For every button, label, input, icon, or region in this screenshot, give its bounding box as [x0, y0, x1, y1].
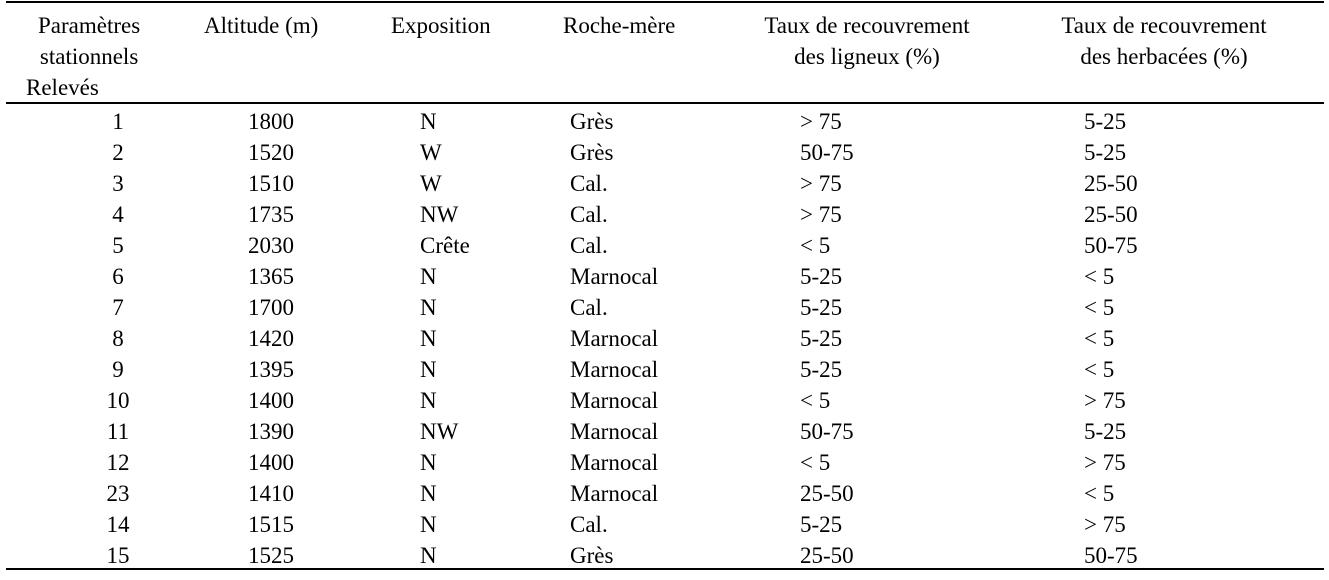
header-parametres-line1: Paramètres: [38, 13, 141, 38]
table-row: [0, 137, 1329, 168]
cell-herbacees: > 75: [1084, 388, 1126, 413]
header-ligneux: [746, 10, 988, 72]
table-row: [0, 106, 1329, 137]
cell-ligneux: 5-25: [800, 295, 843, 320]
header-roche-mere: Roche-mère: [563, 13, 676, 38]
table-row: [0, 385, 1329, 416]
header-herbacees-line2: des herbacées (%): [1080, 44, 1248, 69]
cell-exposition: NW: [420, 202, 459, 227]
cell-roche-mere: Marnocal: [570, 388, 659, 413]
cell-ligneux: < 5: [800, 233, 831, 258]
cell-herbacees: < 5: [1084, 326, 1115, 351]
cell-roche-mere: Marnocal: [570, 481, 659, 506]
cell-ligneux: 50-75: [800, 140, 854, 165]
cell-exposition: N: [420, 388, 437, 413]
cell-altitude: 1410: [248, 481, 294, 506]
table-row: [0, 540, 1329, 571]
cell-exposition: N: [420, 450, 437, 475]
cell-altitude: 1510: [248, 171, 294, 196]
cell-altitude: 1800: [248, 109, 294, 134]
header-exposition: Exposition: [391, 13, 491, 38]
cell-altitude: 1400: [248, 388, 294, 413]
cell-altitude: 1735: [248, 202, 294, 227]
cell-roche-mere: Marnocal: [570, 419, 659, 444]
cell-releve: 3: [112, 171, 124, 196]
cell-exposition: Crête: [420, 233, 470, 258]
cell-herbacees: 5-25: [1084, 140, 1127, 165]
cell-altitude: 1365: [248, 264, 294, 289]
table-row: [0, 292, 1329, 323]
cell-exposition: N: [420, 543, 437, 568]
header-altitude: Altitude (m): [204, 13, 319, 38]
cell-releve: 5: [112, 233, 124, 258]
table-row: [0, 354, 1329, 385]
table-row: [0, 323, 1329, 354]
cell-ligneux: < 5: [800, 450, 831, 475]
cell-exposition: N: [420, 326, 437, 351]
header-herbacees-line1: Taux de recouvrement: [1061, 13, 1267, 38]
table-row: [0, 447, 1329, 478]
cell-roche-mere: Grès: [570, 140, 614, 165]
cell-herbacees: < 5: [1084, 295, 1115, 320]
header-herbacees: [1043, 10, 1285, 72]
cell-roche-mere: Marnocal: [570, 264, 659, 289]
cell-releve: 23: [106, 481, 130, 506]
cell-ligneux: 5-25: [800, 357, 843, 382]
cell-altitude: 1420: [248, 326, 294, 351]
cell-altitude: 1515: [248, 512, 294, 537]
cell-releve: 15: [106, 543, 130, 568]
cell-exposition: N: [420, 109, 437, 134]
cell-releve: 1: [112, 109, 124, 134]
table-row: [0, 416, 1329, 447]
table-top-rule: [6, 1, 1324, 3]
cell-releve: 14: [106, 512, 130, 537]
cell-ligneux: 5-25: [800, 264, 843, 289]
cell-ligneux: < 5: [800, 388, 831, 413]
cell-roche-mere: Cal.: [570, 295, 608, 320]
cell-roche-mere: Marnocal: [570, 326, 659, 351]
cell-releve: 2: [112, 140, 124, 165]
table-row: [0, 230, 1329, 261]
cell-releve: 4: [112, 202, 124, 227]
table-row: [0, 509, 1329, 540]
table-body: [0, 106, 1329, 571]
cell-altitude: 1700: [248, 295, 294, 320]
cell-ligneux: 50-75: [800, 419, 854, 444]
cell-altitude: 1520: [248, 140, 294, 165]
cell-roche-mere: Grès: [570, 543, 614, 568]
cell-exposition: N: [420, 357, 437, 382]
table-header-rule: [6, 102, 1324, 104]
cell-roche-mere: Grès: [570, 109, 614, 134]
cell-releve: 10: [106, 388, 130, 413]
table-row: [0, 478, 1329, 509]
cell-exposition: W: [420, 140, 442, 165]
cell-herbacees: > 75: [1084, 450, 1126, 475]
cell-releve: 12: [106, 450, 130, 475]
cell-ligneux: 25-50: [800, 481, 854, 506]
cell-herbacees: 5-25: [1084, 419, 1127, 444]
cell-altitude: 2030: [248, 233, 294, 258]
table-row: [0, 261, 1329, 292]
cell-ligneux: 25-50: [800, 543, 854, 568]
cell-herbacees: 5-25: [1084, 109, 1127, 134]
cell-ligneux: 5-25: [800, 512, 843, 537]
cell-herbacees: < 5: [1084, 264, 1115, 289]
cell-herbacees: > 75: [1084, 512, 1126, 537]
cell-ligneux: > 75: [800, 109, 842, 134]
header-ligneux-line1: Taux de recouvrement: [764, 13, 970, 38]
cell-roche-mere: Cal.: [570, 202, 608, 227]
cell-roche-mere: Cal.: [570, 233, 608, 258]
cell-herbacees: < 5: [1084, 357, 1115, 382]
cell-herbacees: 50-75: [1084, 543, 1138, 568]
table-row: [0, 168, 1329, 199]
cell-roche-mere: Marnocal: [570, 450, 659, 475]
cell-roche-mere: Cal.: [570, 171, 608, 196]
cell-herbacees: 25-50: [1084, 202, 1138, 227]
cell-ligneux: > 75: [800, 171, 842, 196]
cell-exposition: W: [420, 171, 442, 196]
cell-exposition: N: [420, 481, 437, 506]
cell-altitude: 1395: [248, 357, 294, 382]
cell-ligneux: 5-25: [800, 326, 843, 351]
cell-exposition: NW: [420, 419, 459, 444]
cell-roche-mere: Marnocal: [570, 357, 659, 382]
header-parametres-stationnels: [38, 10, 140, 72]
cell-altitude: 1400: [248, 450, 294, 475]
cell-exposition: N: [420, 264, 437, 289]
cell-releve: 7: [112, 295, 124, 320]
cell-releve: 9: [112, 357, 124, 382]
cell-roche-mere: Cal.: [570, 512, 608, 537]
cell-ligneux: > 75: [800, 202, 842, 227]
cell-exposition: N: [420, 295, 437, 320]
cell-releve: 6: [112, 264, 124, 289]
cell-herbacees: 50-75: [1084, 233, 1138, 258]
cell-releve: 11: [106, 419, 130, 444]
header-ligneux-line2: des ligneux (%): [794, 44, 940, 69]
cell-exposition: N: [420, 512, 437, 537]
header-releves: Relevés: [26, 75, 99, 100]
cell-altitude: 1525: [248, 543, 294, 568]
cell-herbacees: < 5: [1084, 481, 1115, 506]
table-bottom-rule: [6, 568, 1324, 570]
header-parametres-line2: stationnels: [39, 44, 139, 69]
cell-releve: 8: [112, 326, 124, 351]
table-row: [0, 199, 1329, 230]
cell-altitude: 1390: [248, 419, 294, 444]
cell-herbacees: 25-50: [1084, 171, 1138, 196]
